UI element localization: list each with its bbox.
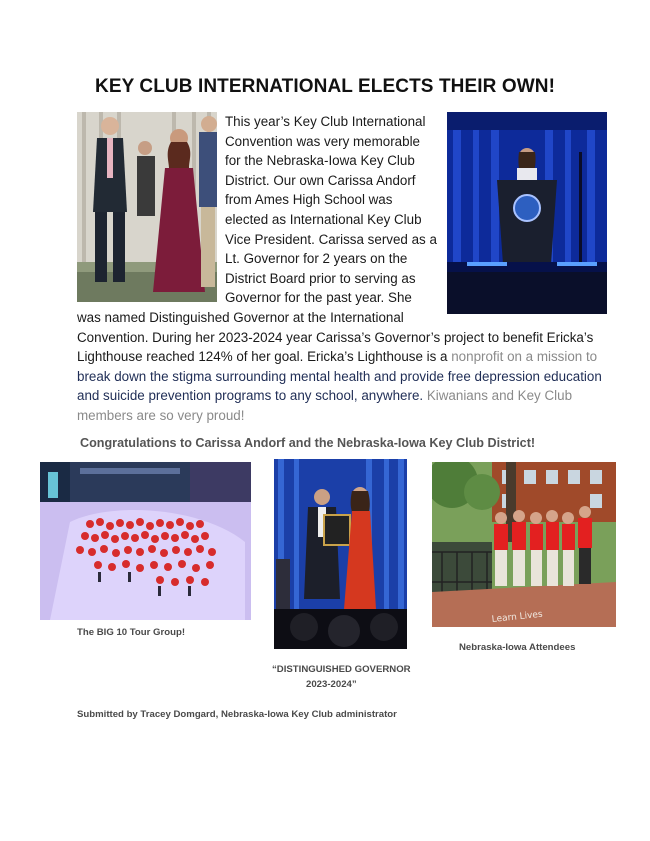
submitted-by: Submitted by Tracey Domgard, Nebraska-Iowa Key Club administrator bbox=[77, 709, 397, 720]
article-lighthouse-c: break down the stigma surrounding mental health and provide free depression education and suicide prevention programs to any school, anywhere. bbox=[77, 368, 602, 404]
article-lighthouse-b: nonprofit on a mission to bbox=[451, 349, 598, 365]
governor-caption-line1: “DISTINGUISHED GOVERNOR bbox=[272, 664, 411, 675]
article-body bbox=[77, 112, 607, 426]
street-sign-text: Learn Lives bbox=[491, 609, 544, 625]
article-lighthouse-a: Ericka’s Lighthouse is a bbox=[307, 349, 448, 365]
article-paragraph-2: Our own Carissa Andorf from Ames High School was elected as International Key Club Vice President. bbox=[225, 172, 422, 247]
article-paragraph-1: This year’s Key Club International Convention was very memorable for the Nebraska-Iowa Key Club District. bbox=[225, 114, 426, 188]
big10-group-photo bbox=[40, 462, 251, 620]
page-title: KEY CLUB INTERNATIONAL ELECTS THEIR OWN! bbox=[95, 76, 555, 97]
podium-speech-photo bbox=[447, 112, 607, 314]
big10-caption: The BIG 10 Tour Group! bbox=[77, 627, 186, 638]
congratulations-line: Congratulations to Carissa Andorf and the Nebraska-Iowa Key Club District! bbox=[80, 436, 536, 450]
article-paragraph-4: She was named Distinguished Governor at the International Convention. During her 2023-2024 year Carissa’s Governor’s project to benefit Ericka’s Lighthouse reached 124% of her goal. bbox=[77, 290, 594, 365]
article-proud-note: Kiwanians and Key Club members are so very proud! bbox=[77, 388, 573, 423]
attendees-group-photo bbox=[432, 462, 616, 627]
attendees-caption: Nebraska-Iowa Attendees bbox=[459, 642, 576, 653]
governor-caption-line2: 2023-2024” bbox=[306, 679, 357, 690]
distinguished-governor-photo bbox=[274, 459, 407, 649]
stage-group-photo bbox=[77, 112, 217, 302]
article-paragraph-3: Carissa served as a Lt. Governor for 2 years on the District Board prior to serving as Governor for the past year. bbox=[225, 231, 437, 306]
